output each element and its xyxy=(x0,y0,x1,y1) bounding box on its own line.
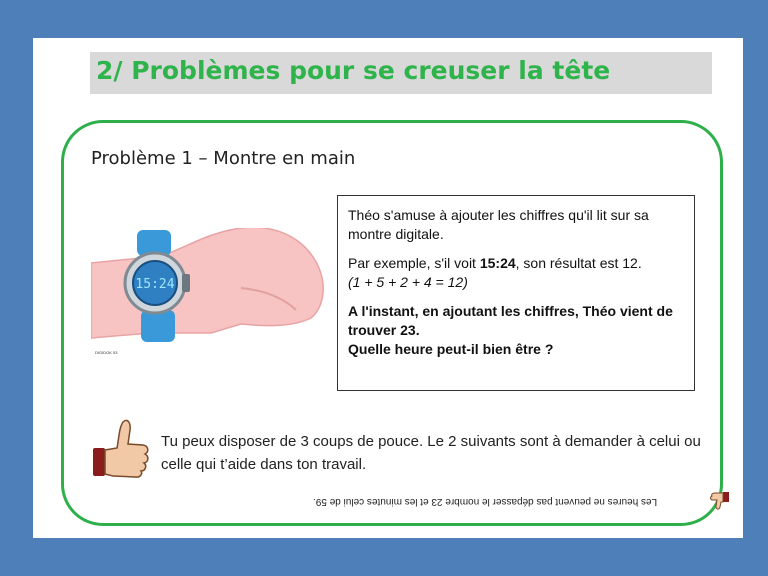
title-bar xyxy=(90,52,712,94)
hint-text: Tu peux disposer de 3 coups de pouce. Le 2 suivants sont à demander à celui ou celle qui t’aide dans ton travail. xyxy=(161,433,701,473)
slide-title: 2/ Problèmes pour se creuser la tête xyxy=(96,56,611,85)
watch-credit: DIGIDOK 53 xyxy=(95,350,118,355)
watch-strap-bottom xyxy=(141,310,175,342)
problem-statement-box xyxy=(337,195,695,391)
slide xyxy=(33,38,743,538)
watch-button xyxy=(182,274,190,292)
statement-question-line1: A l'instant, en ajoutant les chiffres, Théo vient de trouver 23. xyxy=(348,303,673,338)
statement-question-line2: Quelle heure peut-il bien être ? xyxy=(348,341,554,357)
example-suffix: , son résultat est 12. xyxy=(515,255,642,271)
example-time: 15:24 xyxy=(479,255,516,271)
watch-display: 15:24 xyxy=(135,277,175,292)
problem-title: Problème 1 – Montre en main xyxy=(91,148,356,169)
footnote-upside-down: Les heures ne peuvent pas dépasser le nombre 23 et les minutes celui de 59. xyxy=(313,496,658,507)
example-prefix: Par exemple, s'il voit xyxy=(348,255,480,271)
statement-intro: Théo s'amuse à ajouter les chiffres qu'il lit sur sa montre digitale. xyxy=(348,207,649,242)
wrist-watch-illustration xyxy=(91,228,331,358)
thumbs-up-icon xyxy=(89,418,151,480)
example-calc: (1 + 5 + 2 + 4 = 12) xyxy=(348,274,468,290)
thumbs-down-icon xyxy=(709,490,731,512)
statement-example xyxy=(348,254,684,292)
